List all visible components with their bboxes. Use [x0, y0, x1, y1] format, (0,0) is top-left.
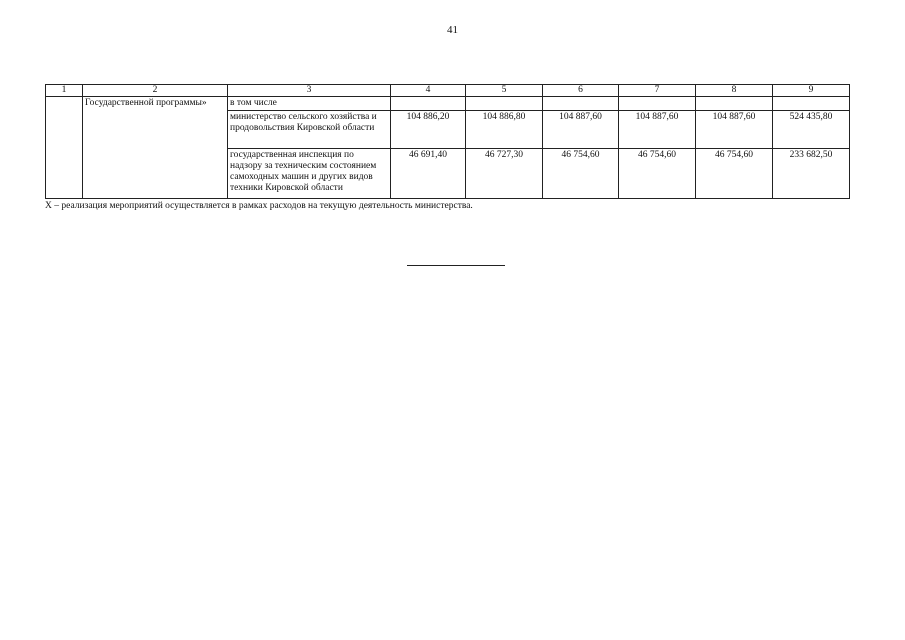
subheading-cell: в том числе [228, 97, 391, 111]
column-header: 8 [696, 85, 773, 97]
budget-table [45, 84, 850, 199]
value-cell: 524 435,80 [773, 111, 850, 149]
column-header: 7 [619, 85, 696, 97]
value-cell: 104 886,80 [466, 111, 543, 149]
column-header: 6 [543, 85, 619, 97]
value-cell: 46 754,60 [696, 149, 773, 199]
value-cell: 104 887,60 [619, 111, 696, 149]
value-cell: 46 727,30 [466, 149, 543, 199]
column-header: 4 [391, 85, 466, 97]
value-cell: 233 682,50 [773, 149, 850, 199]
empty-cell [619, 97, 696, 111]
empty-cell [466, 97, 543, 111]
executor-name-cell: государственная инспекция по надзору за техническим состоянием самоходных машин и других видов техники Кировской области [228, 149, 391, 199]
executor-name-cell: министерство сельского хозяйства и продовольствия Кировской области [228, 111, 391, 149]
page-number: 41 [447, 24, 458, 36]
header-row [46, 85, 850, 97]
column-header: 2 [83, 85, 228, 97]
footnote: Х – реализация мероприятий осуществляется в рамках расходов на текущую деятельность министерства. [45, 201, 473, 211]
empty-cell [696, 97, 773, 111]
empty-cell [543, 97, 619, 111]
value-cell: 46 691,40 [391, 149, 466, 199]
table-row [46, 97, 850, 111]
value-cell: 104 887,60 [696, 111, 773, 149]
program-cell: Государственной программы» [83, 97, 228, 199]
column-header: 1 [46, 85, 83, 97]
value-cell: 46 754,60 [619, 149, 696, 199]
column-header: 3 [228, 85, 391, 97]
column-header: 9 [773, 85, 850, 97]
value-cell: 104 887,60 [543, 111, 619, 149]
empty-cell [391, 97, 466, 111]
row-number-cell [46, 97, 83, 199]
empty-cell [773, 97, 850, 111]
end-divider-line [407, 265, 505, 266]
value-cell: 104 886,20 [391, 111, 466, 149]
column-header: 5 [466, 85, 543, 97]
value-cell: 46 754,60 [543, 149, 619, 199]
